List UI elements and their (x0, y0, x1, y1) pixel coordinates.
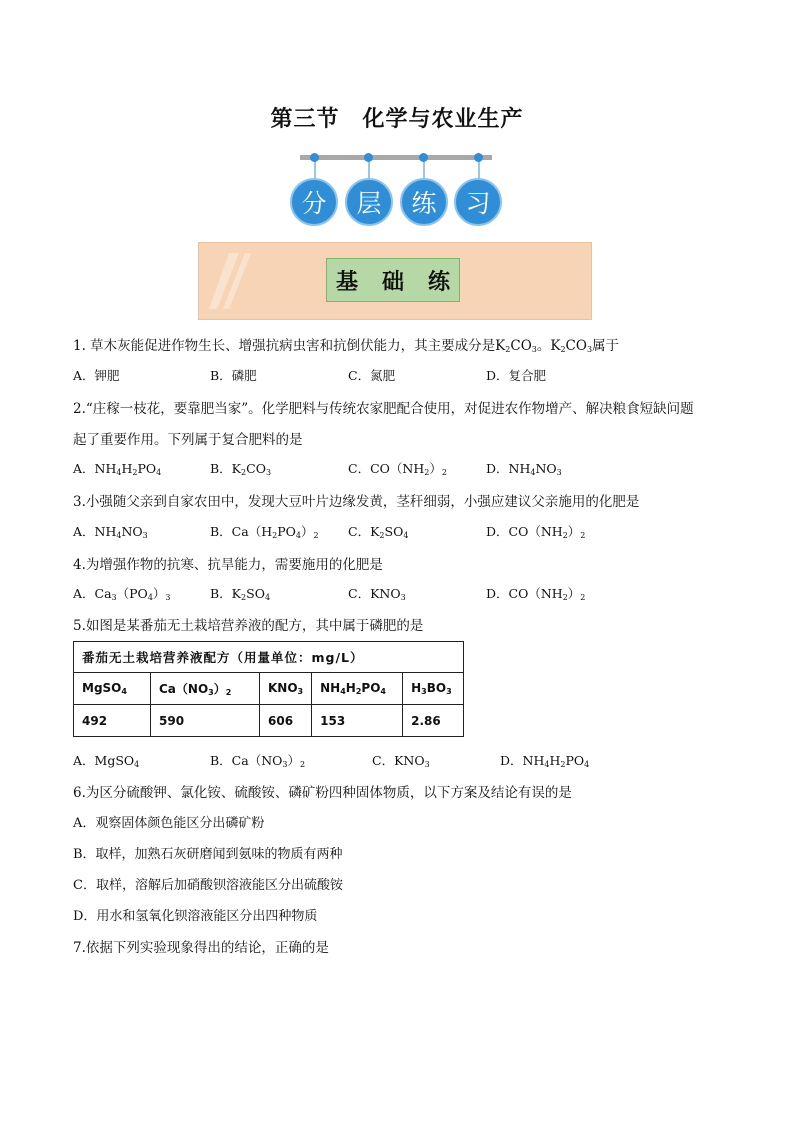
option-text: （PO (116, 586, 148, 601)
option-text: CO (246, 461, 266, 476)
subscript: 2 (560, 345, 566, 354)
subscript: 3 (586, 345, 593, 354)
rail-stem (368, 160, 370, 180)
section-char: 基 (335, 269, 358, 295)
option-text: ） (567, 524, 581, 539)
subscript: 4 (116, 468, 122, 477)
formula: CO (565, 338, 587, 354)
subscript: 4 (530, 468, 536, 477)
option-d (500, 751, 589, 769)
option-b (210, 459, 271, 477)
option-text: ） (567, 586, 581, 601)
table-header-cell (312, 673, 403, 705)
option-a (73, 522, 148, 540)
table-row (74, 705, 464, 737)
option-text: C．CO（NH (348, 461, 425, 476)
option-b: B．磷肥 (210, 368, 257, 383)
punctuation: 。 (536, 338, 551, 354)
option-d: D．复合肥 (486, 368, 547, 383)
rail-stem (314, 160, 316, 180)
question-2-line-1: 2.“庄稼一枝花，要靠肥当家”。化学肥料与传统农家肥配合使用，对促进农作物增产、解决粮食短缺问题 (73, 401, 694, 417)
header-text: Ca（NO (159, 682, 209, 696)
option-text: A．Ca (73, 586, 112, 601)
option-text: PO (277, 524, 296, 539)
header-text: ） (213, 682, 226, 696)
option-text: SO (246, 586, 265, 601)
formula: K (550, 338, 561, 354)
subscript: 2 (132, 468, 138, 477)
option-text: ） (287, 753, 300, 768)
option-a: A．观察固体颜色能区分出磷矿粉 (73, 816, 265, 831)
header-text: PO (361, 681, 381, 695)
option-text: D．CO（NH (486, 586, 563, 601)
option-text: SO (384, 524, 404, 539)
option-text: B．Ca（H (210, 524, 273, 539)
subscript: 4 (584, 760, 590, 769)
page-title: 第三节 化学与农业生产 (270, 107, 524, 132)
subscript: 2 (580, 531, 586, 540)
subscript: 2 (562, 593, 568, 602)
subscript: 4 (147, 593, 153, 602)
table-cell: 2.86 (403, 705, 464, 737)
option-c: C．氮肥 (348, 368, 396, 383)
question-6: 6.为区分硫酸钾、氯化铵、硫酸铵、磷矿粉四种固体物质，以下方案及结论有误的是 (73, 785, 572, 801)
subscript: 2 (441, 468, 447, 477)
subscript: 2 (355, 687, 362, 696)
option-c (348, 522, 408, 540)
subscript: 2 (313, 531, 319, 540)
subscript: 3 (556, 468, 562, 477)
option-text: ） (429, 461, 442, 476)
subscript: 3 (446, 687, 452, 696)
subscript: 2 (424, 468, 430, 477)
option-d (486, 459, 562, 477)
option-a (73, 459, 161, 477)
question-1 (73, 334, 619, 354)
subscript: 4 (264, 593, 271, 602)
question-text: 属于 (592, 338, 620, 354)
subscript: 2 (560, 760, 566, 769)
question-5: 5.如图是某番茄无土栽培营养液的配方，其中属于磷肥的是 (73, 618, 424, 634)
header-rail (300, 155, 492, 160)
subscript: 2 (225, 688, 232, 697)
option-a: A．钾肥 (73, 368, 120, 383)
subscript: 3 (400, 593, 406, 602)
subscript: 3 (531, 345, 537, 354)
subscript: 3 (424, 760, 430, 769)
option-c (348, 459, 447, 477)
badge-lian: 练 (400, 178, 448, 226)
question-3: 3.小强随父亲到自家农田中，发现大豆叶片边缘发黄，茎秆细弱，小强应建议父亲施用的化肥是 (73, 494, 640, 510)
option-text: C．KNO (348, 586, 401, 601)
table-caption-row (74, 642, 464, 673)
option-text: NO (535, 461, 557, 476)
question-2-line-2: 起了重要作用。下列属于复合肥料的是 (73, 432, 303, 448)
formula: K (495, 338, 506, 354)
option-b (210, 751, 305, 769)
question-7: 7.依据下列实验现象得出的结论，正确的是 (73, 940, 329, 956)
table-header-cell (403, 673, 464, 705)
subscript: 3 (297, 687, 304, 696)
question-4: 4.为增强作物的抗寒、抗旱能力，需要施用的化肥是 (73, 557, 383, 573)
header-text: H (345, 681, 356, 695)
banner-shine-icon (209, 253, 269, 309)
recipe-table (73, 641, 464, 737)
option-text: ） (300, 524, 314, 539)
option-b (210, 584, 270, 602)
option-text: B．Ca（NO (210, 753, 283, 768)
option-d: D．用水和氢氧化钡溶液能区分出四种物质 (73, 909, 318, 924)
table-header-cell (74, 673, 151, 705)
option-text: D．NH (500, 753, 545, 768)
option-a (73, 584, 171, 602)
subscript: 4 (156, 468, 162, 477)
rail-stem (478, 160, 480, 180)
formula: CO (510, 338, 532, 354)
subscript: 4 (295, 531, 301, 540)
question-text: 1. 草木灰能促进作物生长、增强抗病虫害和抗倒伏能力，其主要成分是 (73, 338, 496, 354)
subscript: 4 (544, 760, 550, 769)
rail-stem (423, 160, 425, 180)
badge-ceng: 层 (345, 178, 393, 226)
subscript: 2 (379, 531, 385, 540)
subscript: 2 (562, 531, 568, 540)
option-text: ） (152, 586, 166, 601)
subscript: 3 (142, 531, 148, 540)
option-text: PO (565, 753, 585, 768)
section-char: 练 (428, 269, 451, 295)
option-text: NO (121, 524, 143, 539)
header-text: NH (320, 681, 341, 695)
option-text: B．K (210, 586, 242, 601)
subscript: 2 (272, 531, 278, 540)
table-header-row (74, 673, 464, 705)
option-c (372, 751, 430, 769)
rail-dot (364, 153, 373, 162)
option-text: A．NH (73, 461, 117, 476)
subscript: 3 (265, 468, 272, 477)
subscript: 3 (421, 687, 427, 696)
subscript: 3 (208, 688, 214, 697)
badge-xi: 习 (454, 178, 502, 226)
subscript: 2 (241, 468, 247, 477)
option-text: PO (137, 461, 157, 476)
option-d (486, 522, 585, 540)
section-title (326, 258, 460, 302)
subscript: 2 (300, 760, 306, 769)
rail-dot (310, 153, 319, 162)
header-text: H (411, 681, 422, 695)
option-c: C．取样，溶解后加硝酸钡溶液能区分出硫酸铵 (73, 878, 343, 893)
option-text: D．CO（NH (486, 524, 563, 539)
option-a (73, 751, 139, 769)
option-text: B．K (210, 461, 242, 476)
subscript: 4 (134, 760, 140, 769)
option-text: A．MgSO (73, 753, 135, 768)
option-text: D．NH (486, 461, 531, 476)
rail-dot (474, 153, 483, 162)
subscript: 4 (403, 531, 409, 540)
option-text: C．K (348, 524, 380, 539)
subscript: 4 (340, 687, 346, 696)
subscript: 2 (580, 593, 586, 602)
option-text: H (121, 461, 133, 476)
subscript: 3 (282, 760, 288, 769)
option-b (210, 522, 319, 540)
header-text: BO (426, 681, 447, 695)
option-c (348, 584, 406, 602)
subscript: 3 (165, 593, 171, 602)
badge-fen: 分 (290, 178, 338, 226)
header-text: KNO (268, 681, 298, 695)
table-caption: 番茄无土栽培营养液配方（用量单位：mg/L） (74, 642, 464, 673)
option-text: A．NH (73, 524, 117, 539)
subscript: 4 (121, 687, 127, 696)
option-text: C．KNO (372, 753, 425, 768)
subscript: 3 (111, 593, 117, 602)
option-b: B．取样，加熟石灰研磨闻到氨味的物质有两种 (73, 847, 343, 862)
table-header-cell (151, 673, 260, 705)
table-header-cell (260, 673, 312, 705)
option-d (486, 584, 585, 602)
subscript: 2 (241, 593, 247, 602)
table-cell: 590 (151, 705, 260, 737)
option-text: H (549, 753, 561, 768)
rail-dot (419, 153, 428, 162)
section-char: 础 (381, 269, 404, 295)
table-cell: 153 (312, 705, 403, 737)
subscript: 4 (380, 687, 386, 696)
table-cell: 606 (260, 705, 312, 737)
subscript: 4 (116, 531, 122, 540)
subscript: 2 (505, 345, 511, 354)
header-text: MgSO (82, 681, 122, 695)
table-cell: 492 (74, 705, 151, 737)
